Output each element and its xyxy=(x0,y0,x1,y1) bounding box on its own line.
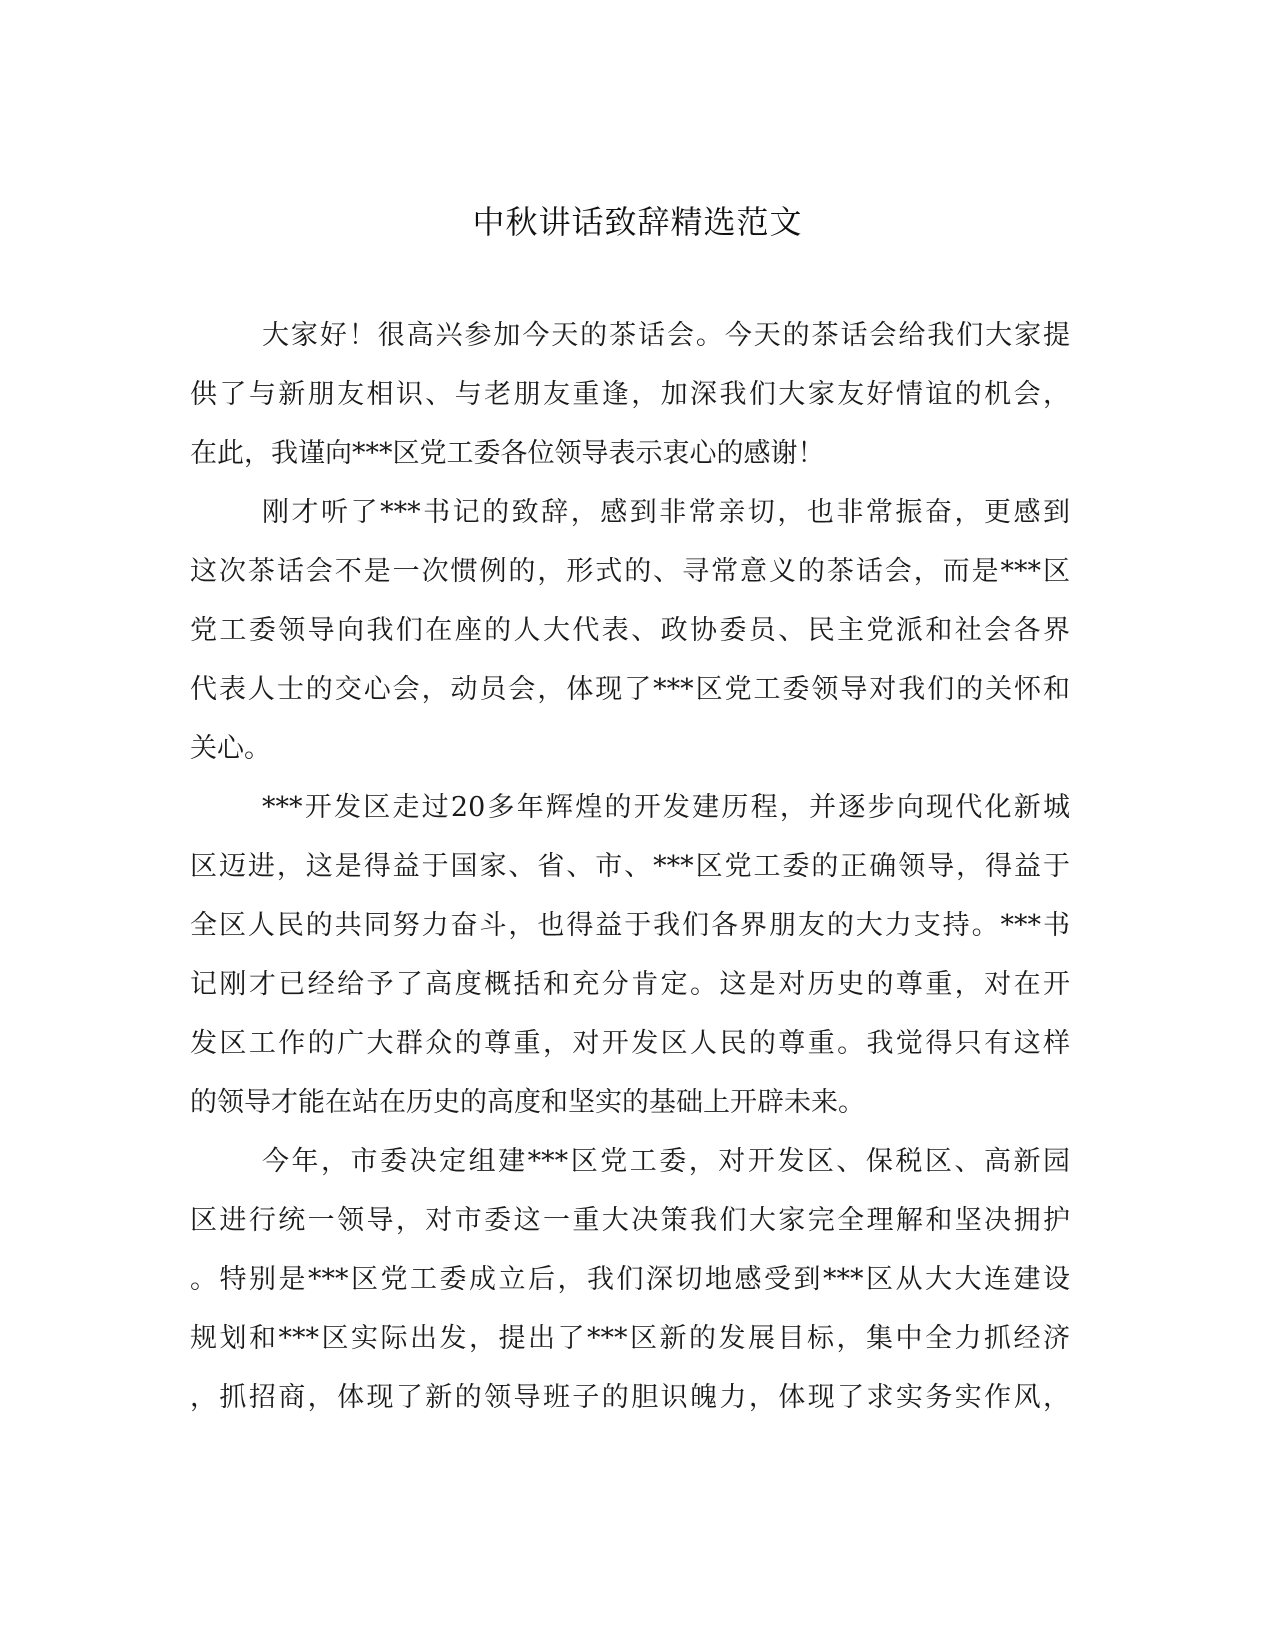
paragraph-line: 全区人民的共同努力奋斗，也得益于我们各界朋友的大力支持。***书 xyxy=(190,910,1070,941)
paragraph-line: 供了与新朋友相识、与老朋友重逢，加深我们大家友好情谊的机会， xyxy=(190,379,1070,410)
paragraph-line: 发区工作的广大群众的尊重，对开发区人民的尊重。我觉得只有这样 xyxy=(190,1028,1070,1059)
paragraph-line: 关心。 xyxy=(190,733,271,764)
paragraph-line: ***开发区走过20多年辉煌的开发建历程，并逐步向现代化新城 xyxy=(262,792,1070,823)
paragraph-line: 区进行统一领导，对市委这一重大决策我们大家完全理解和坚决拥护 xyxy=(190,1205,1070,1236)
document-title: 中秋讲话致辞精选范文 xyxy=(472,203,803,241)
paragraph-line: 大家好！很高兴参加今天的茶话会。今天的茶话会给我们大家提 xyxy=(262,320,1070,351)
paragraph-line: 区迈进，这是得益于国家、省、市、***区党工委的正确领导，得益于 xyxy=(190,851,1070,882)
paragraph-line: 代表人士的交心会，动员会，体现了***区党工委领导对我们的关怀和 xyxy=(190,674,1070,705)
paragraph-line: 。特别是***区党工委成立后，我们深切地感受到***区从大大连建设 xyxy=(190,1264,1070,1295)
paragraph-line: 规划和***区实际出发，提出了***区新的发展目标，集中全力抓经济 xyxy=(190,1323,1070,1354)
paragraph-line: 刚才听了***书记的致辞，感到非常亲切，也非常振奋，更感到 xyxy=(262,497,1070,528)
paragraph-line: 这次茶话会不是一次惯例的，形式的、寻常意义的茶话会，而是***区 xyxy=(190,556,1070,587)
paragraph-line: 党工委领导向我们在座的人大代表、政协委员、民主党派和社会各界 xyxy=(190,615,1070,646)
paragraph-line: 在此，我谨向***区党工委各位领导表示衷心的感谢！ xyxy=(190,438,825,469)
paragraph-line: ，抓招商，体现了新的领导班子的胆识魄力，体现了求实务实作风， xyxy=(190,1382,1070,1413)
paragraph-line: 记刚才已经给予了高度概括和充分肯定。这是对历史的尊重，对在开 xyxy=(190,969,1070,1000)
paragraph-line: 今年，市委决定组建***区党工委，对开发区、保税区、高新园 xyxy=(262,1146,1070,1177)
paragraph-line: 的领导才能在站在历史的高度和坚实的基础上开辟未来。 xyxy=(190,1087,865,1118)
